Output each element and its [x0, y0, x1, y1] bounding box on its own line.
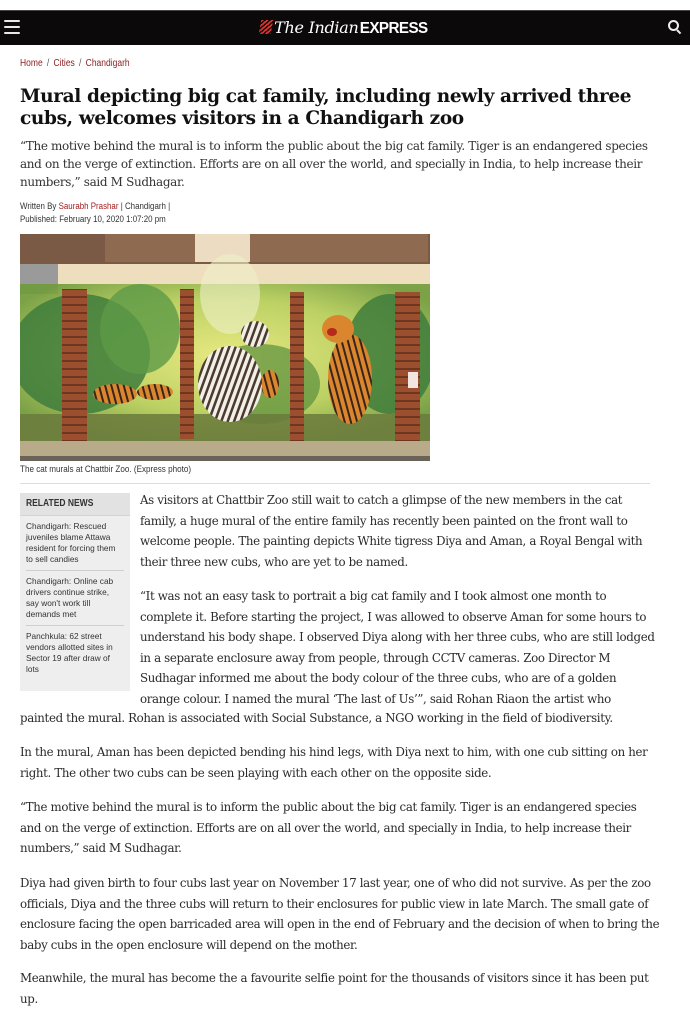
article-headline: Mural depicting big cat family, including newly arrived three cubs, welcomes visitors in a Chandigarh zoo — [20, 86, 632, 129]
article-standfirst: “The motive behind the mural is to inform the public about the big cat family. Tiger is an endangered species and on the verge of extinction. Efforts are on all over the world, and specially in India, to help increase their numbers,” said M Sudhagar. — [20, 139, 648, 189]
related-news-title-text: RELATED NEWS — [26, 498, 94, 509]
article-paragraph: “It was not an easy task to portrait a big cat family and I took almost one month to complete it. Before starting the project, I was allowed to observe Aman for some hours to understand his body shape. I observed Diya along with her three cubs, who are still lodged in a separate enclosure away from people, through CCTV cameras. Zoo Director M Sudhagar informed me about the body colour of the three cubs, who are of a golden orange colour. I named the mural ‘The last of Us’”, said Rohan Riaon the artist who — [140, 589, 655, 706]
breadcrumb-separator: / — [79, 58, 82, 69]
byline-author-line — [20, 200, 170, 213]
top-navigation-bar — [0, 10, 690, 45]
related-news-title — [20, 493, 130, 516]
article-photo[interactable] — [20, 234, 430, 461]
photo-caption: The cat murals at Chattbir Zoo. (Express photo) — [20, 464, 192, 474]
byline-location: | Chandigarh | — [120, 201, 171, 211]
article-paragraph: As visitors at Chattbir Zoo still wait to catch a glimpse of the new members in the cat family, a huge mural of the entire family has recently been painted on the front wall to welcome people. The painting depicts White tigress Diya and Aman, a Royal Bengal with their three new cubs, who are yet to be named. — [140, 493, 643, 569]
logo-text-suffix: EXPRESS — [360, 20, 429, 37]
article-paragraph-continuation: painted the mural. Rohan is associated with Social Substance, a NGO working in the field of biodiversity. — [20, 711, 613, 725]
related-news-item[interactable]: Panchkula: 62 street vendors allotted sites in Sector 19 after draw of lots — [26, 631, 113, 674]
article-byline — [20, 200, 170, 226]
published-date: February 10, 2020 1:07:20 pm — [59, 214, 166, 224]
byline-published-line — [20, 213, 170, 226]
article-paragraph: In the mural, Aman has been depicted bending his hind legs, with Diya next to him, with one cub sitting on her right. The other two cubs can be seen playing with each other on the opposite side. — [20, 745, 648, 780]
site-logo[interactable] — [0, 16, 690, 41]
section-divider — [20, 483, 650, 484]
breadcrumb-chandigarh[interactable]: Chandigarh — [85, 58, 130, 69]
published-label: Published: — [20, 214, 57, 224]
mural-photo-illustration — [20, 234, 430, 461]
logo-flame-icon — [259, 20, 273, 34]
article-paragraph: Meanwhile, the mural has become the a favourite selfie point for the thousands of visitors since it has been put up. — [20, 971, 649, 1006]
search-icon-handle — [676, 29, 681, 34]
breadcrumb-separator: / — [46, 58, 50, 69]
written-by-label: Written By — [20, 201, 57, 211]
breadcrumb — [20, 58, 130, 69]
article-paragraph: Diya had given birth to four cubs last year on November 17 last year, one of who did not survive. As per the zoo officials, Diya and the three cubs will return to their enclosures for public view in late March. The small gate of enclosure facing the open barricaded area will open in the end of February and the decision of when to bring the baby cubs in the open enclosure will depend on the mother. — [20, 876, 660, 952]
breadcrumb-cities[interactable]: Cities — [53, 58, 75, 69]
author-link[interactable]: Saurabh Prashar — [58, 201, 119, 211]
related-news-box — [20, 493, 130, 691]
breadcrumb-home[interactable]: Home — [20, 58, 43, 69]
related-news-item[interactable]: Chandigarh: Rescued juveniles blame Attawa resident for forcing them to sell candies — [26, 516, 124, 571]
search-icon[interactable] — [668, 20, 682, 34]
logo-text-prefix: The Indian — [274, 18, 359, 37]
article-paragraph: “The motive behind the mural is to inform the public about the big cat family. Tiger is an endangered species and on the verge of extinction. Efforts are on all over the world, and specially in India, to help increase their numbers,” said M Sudhagar. — [20, 800, 637, 855]
related-news-item[interactable]: Chandigarh: Online cab drivers continue strike, say won't work till demands met — [26, 571, 124, 626]
